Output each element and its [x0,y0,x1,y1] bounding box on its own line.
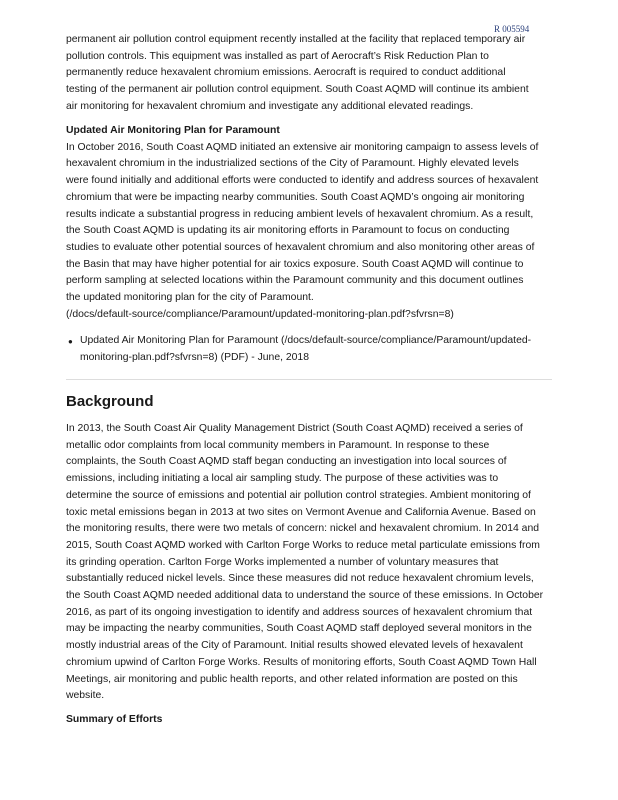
text-line: emissions, including initiating a local air sampling study. The purpose of these activities was to [66,473,499,485]
bullet-icon: ● [68,337,73,346]
text-line: the South Coast AQMD needed additional data to understand the source of these emissions. In October [66,590,544,602]
text-line: determine the source of emissions and potential air pollution control strategies. Ambient monitoring of [66,489,531,501]
text-line: chromium that were be impacting nearby communities. South Coast AQMD’s ongoing air monitoring [66,191,525,203]
intro-paragraph [66,32,566,116]
text-line: the updated monitoring plan for the city of Paramount. [66,292,314,304]
text-line: results indicate a substantial progress in reducing ambient levels of hexavalent chromium. As a result, [66,208,534,220]
text-line: 2016, as part of its ongoing investigation to identify and address sources of hexavalent chromium that [66,606,533,618]
text-line: perform sampling at selected locations within the Paramount community and this document outlines [66,275,524,287]
text-line: complaints, the South Coast AQMD staff began conducting an investigation into local sources of [66,456,507,468]
text-line: studies to evaluate other potential sources of hexavalent chromium and also monitoring other areas of [66,241,535,253]
text-line: toxic metal emissions began in 2013 at two sites on Vermont Avenue and California Avenue. Based on [66,506,536,518]
text-line: mostly industrial areas of the City of Paramount. Initial results showed elevated levels of hexavalent [66,640,523,652]
text-line: In 2013, the South Coast Air Quality Management District (South Coast AQMD) received a series of [66,423,523,434]
text-line: testing of the permanent air pollution control equipment. South Coast AQMD will continue its ambient [66,84,529,96]
text-line: the monitoring results, there were two metals of concern: nickel and hexavalent chromium. In 2014 and [66,523,540,535]
text-line: metallic odor complaints from local community members in Paramount. In response to these [66,439,490,451]
bates-stamp: R 005594 [494,24,530,34]
text-line: 2015, South Coast AQMD worked with Carlton Forge Works to reduce metal particulate emissions from [66,539,540,551]
background-paragraph [66,421,566,705]
text-line: the Basin that may have higher potential for air toxics exposure. South Coast AQMD will continue to [66,258,524,270]
updated-plan-section [66,123,566,323]
text-line: hexavalent chromium in the industrialized sections of the City of Paramount. Highly elevated levels [66,158,519,170]
section-divider [66,379,552,380]
text-line: monitoring-plan.pdf?sfvrsn=8) (PDF) - June, 2018 [80,351,309,363]
background-heading: Background [66,393,154,410]
updated-plan-paragraph [66,140,566,324]
text-line: substantially reduced nickel levels. Since these measures did not reduce hexavalent chromium levels, [66,573,534,585]
text-line: permanent air pollution control equipment recently installed at the facility that replaced temporary air [66,34,526,45]
plan-pdf-link[interactable] [80,333,580,366]
text-line: may be impacting the nearby communities, South Coast AQMD staff deployed several monitors in the [66,623,532,635]
text-line: its grinding operation. Carlton Forge Works implemented a number of voluntary measures that [66,556,499,568]
text-line: permanently reduce hexavalent chromium emissions. Aerocraft is required to conduct additional [66,67,506,79]
text-line: pollution controls. This equipment was installed as part of Aerocraft’s Risk Reduction Plan to [66,50,489,62]
text-line: (/docs/default-source/compliance/Paramount/updated-monitoring-plan.pdf?sfvrsn=8) [66,308,454,320]
text-line: Meetings, air monitoring and public health reports, and other related information are posted on this [66,673,518,685]
text-line: were found initially and additional efforts were conducted to identify and address sources of hexavalent [66,175,539,187]
updated-plan-heading: Updated Air Monitoring Plan for Paramount [66,125,280,136]
text-line: Updated Air Monitoring Plan for Paramount (/docs/default-source/compliance/Paramount/updated- [80,335,532,346]
text-line: the South Coast AQMD is updating its air monitoring efforts in Paramount to focus on conducting [66,225,510,237]
text-line: In October 2016, South Coast AQMD initiated an extensive air monitoring campaign to assess levels of [66,141,539,153]
text-line: website. [66,690,105,702]
text-line: air monitoring for hexavalent chromium and investigate any additional elevated readings. [66,100,474,112]
summary-heading: Summary of Efforts [66,714,163,725]
text-line: chromium upwind of Carlton Forge Works. Results of monitoring efforts, South Coast AQMD Town Hall [66,656,537,668]
